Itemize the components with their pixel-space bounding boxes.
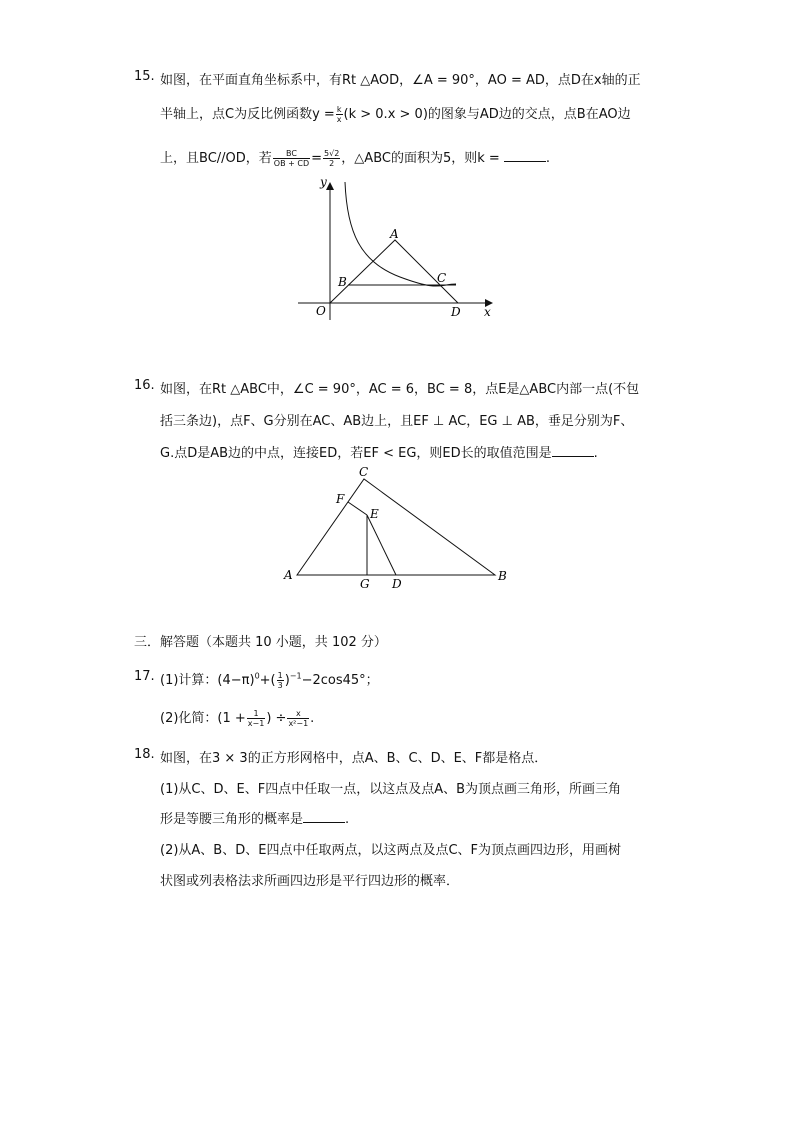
q15-line3-end: . <box>545 151 551 166</box>
q17-sup1: −1 <box>289 671 302 681</box>
q16-label-d: D <box>392 577 402 591</box>
q17-frac-num: 1 <box>277 671 283 680</box>
q16-line2: 括三条边)，点F、G分别在AC、AB边上，且EF ⊥ AC，EG ⊥ AB，垂足分别为F、 <box>160 414 634 429</box>
q15-frac1-num: BC <box>273 149 310 159</box>
q16-number: 16. <box>134 378 155 393</box>
q17-sup0: 0 <box>254 671 260 681</box>
q16-label-f: F <box>336 492 345 506</box>
q15-line3-text-b: ，△ABC的面积为5，则k = <box>341 151 500 166</box>
q16-label-e: E <box>370 507 379 521</box>
q18-line1: 如图，在3 × 3的正方形网格中，点A、B、C、D、E、F都是格点． <box>160 751 548 766</box>
q15-frac2-den: 2 <box>329 159 335 168</box>
q15-line3 <box>160 147 550 168</box>
q16-answer-blank[interactable] <box>552 446 594 457</box>
q15-figure <box>290 172 500 322</box>
q16-triangle-abc <box>297 479 495 575</box>
q17-frac1-num: 1 <box>247 709 266 719</box>
q17-frac-x-x2-1 <box>287 709 309 728</box>
q16-segment-ef <box>348 502 367 515</box>
q17-number: 17. <box>134 669 155 684</box>
q15-label-o: O <box>316 304 326 318</box>
q16-label-a: A <box>284 568 293 582</box>
q16-label-g: G <box>360 577 370 591</box>
q16-line3-end: . <box>593 446 598 461</box>
q17-part1-d: −2cos45°； <box>301 673 379 688</box>
q15-y-arrow-icon <box>326 182 334 190</box>
q15-frac-den: x <box>336 115 342 124</box>
q15-label-y: y <box>320 175 327 189</box>
q15-frac-bc <box>273 149 310 168</box>
q15-label-a: A <box>390 227 399 241</box>
q18-line5: 状图或列表格法求所画四边形是平行四边形的概率． <box>160 874 460 889</box>
section3-title: 三．解答题（本题共 10 小题，共 102 分） <box>134 635 387 650</box>
q15-line3-text-a: 上，且BC//OD，若 <box>160 151 272 166</box>
q17-part2-a: (2)化简：(1 + <box>160 711 246 726</box>
q17-part1-a: (1)计算：(4−π) <box>160 673 255 688</box>
q16-line3-text: G.点D是AB边的中点，连接ED，若EF < EG，则ED长的取值范围是 <box>160 446 552 461</box>
q17-frac2-den: x²−1 <box>288 719 309 728</box>
q16-line1: 如图，在Rt △ABC中，∠C = 90°，AC = 6，BC = 8，点E是△ABC内部一点(不包 <box>160 382 640 397</box>
q16-label-b: B <box>498 569 507 583</box>
q18-number: 18. <box>134 747 155 762</box>
q17-part2-b: ) ÷ <box>266 711 287 726</box>
q18-line4: (2)从A、B、D、E四点中任取两点，以这两点及点C、F为顶点画四边形，用画树 <box>160 843 622 858</box>
q15-eq: = <box>311 151 323 166</box>
q15-line2-text-b: (k > 0.x > 0)的图象与AD边的交点，点B在AO边 <box>343 107 631 122</box>
q16-segment-ed <box>367 515 396 575</box>
q16-figure <box>280 462 520 592</box>
q18-line3-text: 形是等腰三角形的概率是 <box>160 812 304 827</box>
q17-part1 <box>160 669 379 690</box>
q16-label-c: C <box>359 465 369 479</box>
q15-line2-text-a: 半轴上，点C为反比例函数y = <box>160 107 335 122</box>
q17-part2 <box>160 707 314 728</box>
q15-line2 <box>160 103 631 124</box>
q15-frac2-num: 5√2 <box>324 149 340 158</box>
q18-answer-blank[interactable] <box>303 812 345 823</box>
q15-number: 15. <box>134 69 155 84</box>
q15-label-c: C <box>437 271 447 285</box>
q15-frac1-den: OB + CD <box>273 159 310 168</box>
q18-line3 <box>160 808 349 827</box>
q15-answer-blank[interactable] <box>504 151 546 162</box>
q17-part1-c: ) <box>284 673 290 688</box>
q18-line3-end: . <box>345 812 350 827</box>
q15-label-b: B <box>338 275 347 289</box>
q16-line3 <box>160 442 598 461</box>
q17-frac-den: 3 <box>277 681 283 690</box>
q17-frac-1-3 <box>277 671 284 690</box>
q15-line1: 如图，在平面直角坐标系中，有Rt △AOD，∠A = 90°，AO = AD，点D在x轴的正 <box>160 73 641 88</box>
q17-part1-b: +( <box>259 673 276 688</box>
q18-line2: (1)从C、D、E、F四点中任取一点，以这点及点A、B为顶点画三角形，所画三角 <box>160 782 622 797</box>
q15-label-x: x <box>484 305 491 319</box>
q15-frac-k-over-x <box>336 105 343 124</box>
q17-part2-c: . <box>310 711 315 726</box>
q15-frac-num: k <box>336 105 342 114</box>
q17-frac1-den: x−1 <box>247 719 265 728</box>
q15-label-d: D <box>451 305 461 319</box>
q15-frac-5root2 <box>323 149 340 168</box>
q17-frac-1-x-1 <box>247 709 266 728</box>
q17-frac2-num: x <box>287 709 309 719</box>
